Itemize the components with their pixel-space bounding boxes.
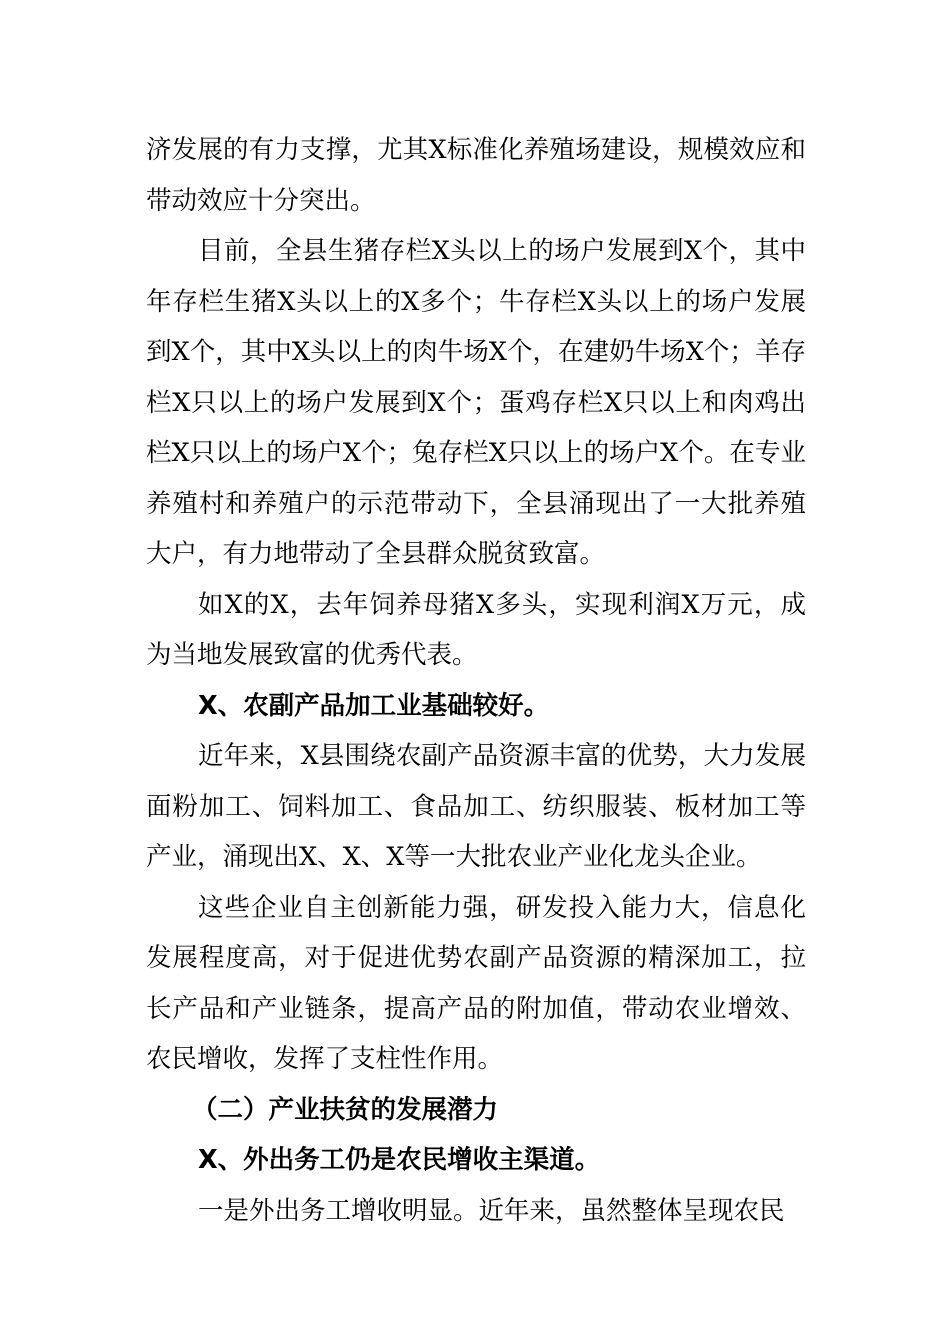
section-heading-migrant-work: X、外出务工仍是农民增收主渠道。	[198, 1145, 601, 1175]
paragraph-enterprises: 这些企业自主创新能力强，研发投入能力大，信息化发展程度高，对于促进优势农副产品资源的精深加工，拉长产品和产业链条，提高产品的附加值，带动农业增效、农民增收，发挥了支柱性作用。	[146, 892, 806, 1074]
paragraph-example: 如X的X，去年饲养母猪X多头，实现利润X万元，成为当地发展致富的优秀代表。	[146, 589, 806, 670]
paragraph-migrant-work: 一是外出务工增收明显。近年来，虽然整体呈现农民	[198, 1195, 785, 1226]
document-body	[146, 125, 806, 1236]
section-heading-processing-industry: X、农副产品加工业基础较好。	[198, 690, 550, 721]
subsection-heading-development-potential: （二）产业扶贫的发展潜力	[192, 1094, 499, 1125]
paragraph-processing-industry: 近年来，X县围绕农副产品资源丰富的优势，大力发展面粉加工、饲料加工、食品加工、纺织服装、板材加工等产业，涌现出X、X、X等一大批农业产业化龙头企业。	[146, 741, 806, 872]
paragraph-livestock-statistics: 目前，全县生猪存栏X头以上的场户发展到X个，其中年存栏生猪X头以上的X多个；牛存栏X头以上的场户发展到X个，其中X头以上的肉牛场X个，在建奶牛场X个；羊存栏X只以上的场户发展到X个；蛋鸡存栏X只以上和肉鸡出栏X只以上的场户X个；兔存栏X只以上的场户X个。在专业养殖村和养殖户的示范带动下，全县涌现出了一大批养殖大户，有力地带动了全县群众脱贫致富。	[146, 236, 806, 569]
paragraph-continuation: 济发展的有力支撑，尤其X标准化养殖场建设，规模效应和带动效应十分突出。	[146, 135, 806, 216]
